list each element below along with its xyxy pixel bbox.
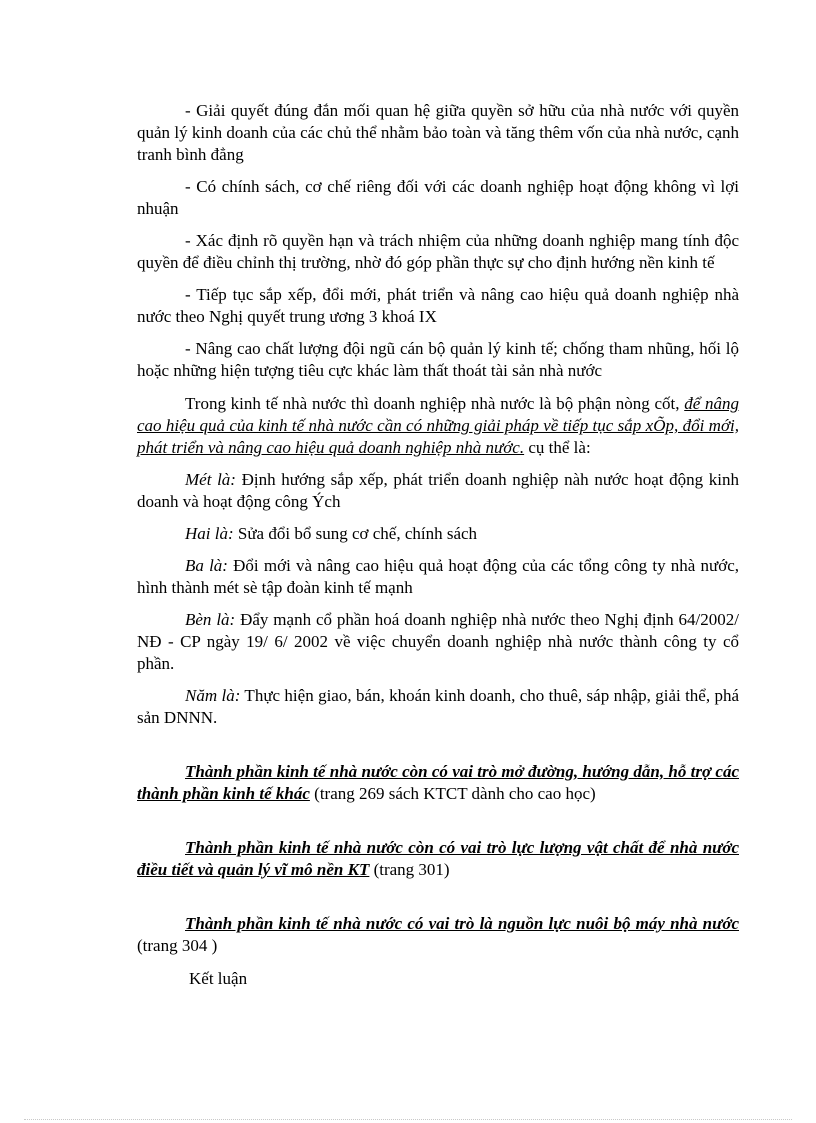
bullet-paragraph: - Tiếp tục sắp xếp, đổi mới, phát triển và nâng cao hiệu quả doanh nghiệp nhà nước theo Nghị quyết trung ương 3 khoá IX bbox=[137, 285, 739, 326]
bullet-paragraph: - Giải quyết đúng đắn mối quan hệ giữa quyền sở hữu của nhà nước với quyền quản lý kinh doanh của các chủ thể nhằm bảo toàn và tăng thêm vốn của nhà nước, cạnh tranh bình đẳng bbox=[137, 101, 739, 164]
intro-plain-text: Trong kinh tế nhà nước thì doanh nghiệp nhà nước là bộ phận nòng cốt, bbox=[185, 394, 685, 413]
solution-text: Định hướng sắp xếp, phát triển doanh nghiệp nàh nước hoạt động kinh doanh và hoạt động công Ých bbox=[137, 470, 739, 511]
role-title: Thành phần kinh tế nhà nước còn có vai trò lực lượng vật chất để nhà nước điều tiết và quản lý vĩ mô nền KT bbox=[137, 838, 739, 879]
role-reference: (trang 301) bbox=[369, 860, 450, 879]
solution-lead: Ba là: bbox=[185, 556, 228, 575]
role-reference: (trang 269 sách KTCT dành cho cao học) bbox=[309, 784, 596, 803]
solution-item bbox=[137, 469, 739, 513]
solution-lead: Mét là: bbox=[185, 470, 236, 489]
solution-item bbox=[137, 555, 739, 599]
solution-item bbox=[137, 685, 739, 729]
solution-lead: Bèn là: bbox=[185, 610, 236, 629]
solution-item bbox=[137, 523, 739, 545]
role-paragraph bbox=[137, 913, 739, 957]
solution-lead: Năm là: bbox=[185, 686, 241, 705]
solution-lead: Hai là: bbox=[185, 524, 234, 543]
intro-underlined-text: để nâng cao hiệu quả của kinh tế nhà nước cần có những giải pháp về tiếp tục sắp xÕp, đổi mới, phát triển và nâng cao hiệu quả doanh nghiệp nhà nước. bbox=[137, 394, 740, 457]
document-page bbox=[137, 100, 739, 990]
role-reference: (trang 304 ) bbox=[137, 936, 218, 955]
bullet-paragraph: - Nâng cao chất lượng đội ngũ cán bộ quản lý kinh tế; chống tham nhũng, hối lộ hoặc những hiện tượng tiêu cực khác làm thất thoát tài sản nhà nước bbox=[137, 339, 739, 380]
solution-item bbox=[137, 609, 739, 675]
role-paragraph bbox=[137, 837, 739, 881]
solution-text: Đẩy mạnh cổ phần hoá doanh nghiệp nhà nước theo Nghị định 64/2002/ NĐ - CP ngày 19/ 6/ 2002 về việc chuyển doanh nghiệp nhà nước thành công ty cổ phần. bbox=[137, 610, 739, 673]
intro-paragraph bbox=[137, 393, 739, 459]
solution-text: Đổi mới và nâng cao hiệu quả hoạt động của các tổng công ty nhà nước, hình thành mét sè tập đoàn kinh tế mạnh bbox=[137, 556, 739, 597]
solution-text: Thực hiện giao, bán, khoán kinh doanh, cho thuê, sáp nhập, giải thể, phá sản DNNN. bbox=[137, 686, 740, 727]
role-title: Thành phần kinh tế nhà nước có vai trò là nguồn lực nuôi bộ máy nhà nước bbox=[185, 914, 739, 933]
page-bottom-divider bbox=[24, 1119, 792, 1120]
intro-tail-text: cụ thể là: bbox=[524, 438, 591, 457]
bullet-paragraph: - Xác định rõ quyền hạn và trách nhiệm của những doanh nghiệp mang tính độc quyền để điều chỉnh thị trường, nhờ đó góp phần thực sự cho định hướng nền kinh tế bbox=[137, 231, 739, 272]
role-paragraph bbox=[137, 761, 739, 805]
role-title: Thành phần kinh tế nhà nước còn có vai trò mở đường, hướng dẫn, hỗ trợ các thành phần kinh tế khác bbox=[137, 762, 739, 803]
solution-text: Sửa đổi bổ sung cơ chế, chính sách bbox=[233, 524, 478, 543]
conclusion-heading: Kết luận bbox=[189, 969, 248, 988]
bullet-paragraph: - Có chính sách, cơ chế riêng đối với các doanh nghiệp hoạt động không vì lợi nhuận bbox=[137, 177, 739, 218]
